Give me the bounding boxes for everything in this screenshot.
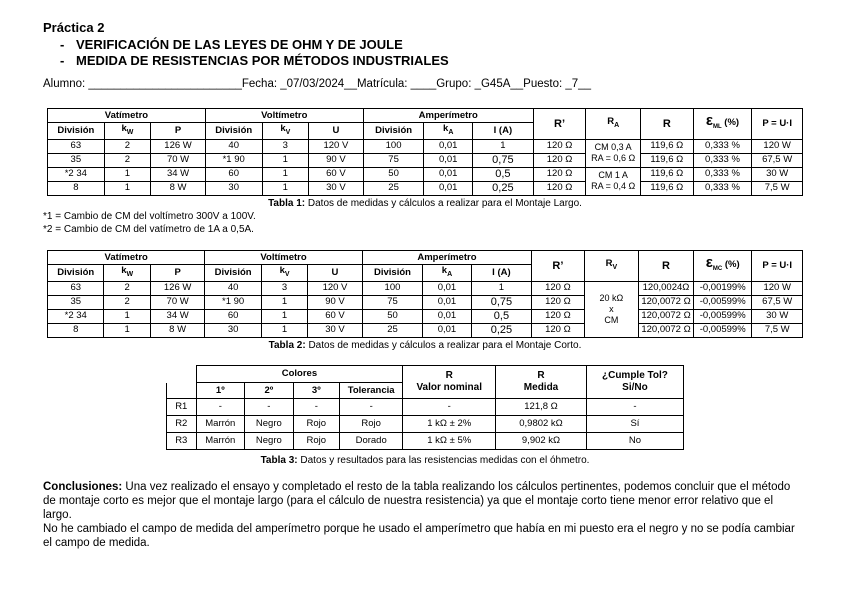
cell: 25 — [363, 181, 424, 195]
header-ra: $R_A$ — [586, 109, 641, 140]
cell: Marrón — [196, 433, 245, 450]
header-r-medida: R Medida — [496, 366, 587, 399]
cell: 8 — [48, 323, 104, 337]
cell: 35 — [48, 295, 104, 309]
table-row — [48, 323, 803, 337]
cell: 30 V — [308, 323, 362, 337]
table-row — [167, 416, 684, 433]
cell: 0,333 % — [693, 181, 752, 195]
cell: 67,5 W — [752, 153, 803, 167]
table-row — [48, 139, 803, 153]
cell: 1 — [104, 181, 151, 195]
cell: 0,75 — [473, 153, 534, 167]
cell: 7,5 W — [752, 181, 803, 195]
cell: 1 — [104, 167, 151, 181]
cell: 0,01 — [423, 281, 471, 295]
rv-cell — [584, 281, 638, 337]
table-row — [48, 309, 803, 323]
caption-text: Datos y resultados para las resistencias medidas con el óhmetro. — [297, 455, 590, 466]
cell: Marrón — [196, 416, 245, 433]
cell: 120 Ω — [532, 323, 584, 337]
col-division: División — [48, 123, 105, 140]
cell: 120 V — [308, 281, 362, 295]
cell: 60 — [205, 167, 262, 181]
cell: 30 — [205, 323, 261, 337]
cell: 50 — [362, 309, 423, 323]
cell: 120 Ω — [532, 281, 584, 295]
title-text: Práctica 2 — [43, 20, 105, 35]
cell: 120 W — [752, 139, 803, 153]
header-tolerancia: Tolerancia — [340, 383, 403, 399]
bullet-1: - VERIFICACIÓN DE LAS LEYES DE OHM Y DE JOULE — [60, 37, 403, 52]
cell: 8 — [48, 181, 105, 195]
table-3-caption — [166, 455, 684, 466]
cell: 1 — [262, 153, 309, 167]
bullet-2-text: MEDIDA DE RESISTENCIAS POR MÉTODOS INDUSTRIALES — [76, 53, 449, 68]
header-r: R — [641, 109, 694, 140]
cell: 0,25 — [471, 323, 532, 337]
cell: 1 — [261, 309, 307, 323]
rv-line: x — [609, 303, 614, 314]
header-2: 2º — [245, 383, 294, 399]
table-row — [48, 153, 803, 167]
header-r-prime: R’ — [532, 251, 584, 282]
cell: 1 — [262, 167, 309, 181]
conclusions — [43, 480, 803, 550]
cell: 120 Ω — [533, 181, 586, 195]
cell: 7,5 W — [752, 323, 803, 337]
page-title — [43, 20, 104, 35]
table-3 — [166, 365, 684, 450]
rv-line: 20 kΩ — [599, 292, 624, 303]
bullet-1-text: VERIFICACIÓN DE LAS LEYES DE OHM Y DE JOULE — [76, 37, 403, 52]
caption-label: Tabla 2: — [268, 340, 306, 351]
ra-line: CM 1 A — [598, 170, 628, 181]
cell: 120 Ω — [532, 309, 584, 323]
conclusions-text-2: No he cambiado el campo de medida del amperímetro porque he usado el amperímetro que había en mi puesto era el negro y no se podía cambiar el campo de medida. — [43, 523, 795, 549]
cell: 63 — [48, 139, 105, 153]
cell: 30 W — [752, 309, 803, 323]
cell: 0,333 % — [693, 139, 752, 153]
cell: -0,00599% — [693, 295, 752, 309]
cell: 40 — [205, 139, 262, 153]
cell: 0,5 — [473, 167, 534, 181]
table-2 — [47, 250, 803, 338]
group-voltimetro: Voltímetro — [205, 251, 362, 265]
table-row — [48, 295, 803, 309]
cell: 119,6 Ω — [641, 153, 694, 167]
cell: - — [586, 399, 683, 416]
cell: 1 — [261, 295, 307, 309]
cell: 120 Ω — [533, 167, 586, 181]
cell: 0,01 — [423, 323, 471, 337]
table-3-header-row-1 — [167, 366, 684, 383]
cell: *2 34 — [48, 309, 104, 323]
caption-text: Datos de medidas y cálculos a realizar para el Montaje Largo. — [305, 198, 582, 209]
col-division: División — [362, 265, 423, 282]
cell: 1 — [261, 323, 307, 337]
cell: Dorado — [340, 433, 403, 450]
cell: 50 — [363, 167, 424, 181]
cell: *1 90 — [205, 153, 262, 167]
header-eml: $\varepsilon_{ML}$ (%) — [693, 109, 752, 140]
table-1-group-row — [48, 109, 803, 123]
cell: 100 — [362, 281, 423, 295]
header-1: 1º — [196, 383, 245, 399]
cell: 120 Ω — [533, 139, 586, 153]
cell: R3 — [167, 433, 197, 450]
cell: Rojo — [293, 416, 339, 433]
cell: 60 — [205, 309, 261, 323]
cell: 126 W — [150, 281, 204, 295]
cell: 2 — [104, 281, 150, 295]
table-1-caption — [47, 198, 803, 209]
col-kw: $k_W$ — [104, 123, 151, 140]
cell: 120,0072 Ω — [639, 309, 694, 323]
cell: -0,00599% — [693, 309, 752, 323]
cell: 120,0072 Ω — [639, 323, 694, 337]
cell: 60 V — [308, 309, 362, 323]
cell: Negro — [245, 416, 294, 433]
cell: 70 W — [151, 153, 206, 167]
cell: 75 — [363, 153, 424, 167]
cell: Negro — [245, 433, 294, 450]
rv-line: CM — [604, 314, 619, 325]
col-p: P — [150, 265, 204, 282]
cell: 8 W — [151, 181, 206, 195]
bullet-2: - MEDIDA DE RESISTENCIAS POR MÉTODOS INDUSTRIALES — [60, 53, 449, 68]
table-1 — [47, 108, 803, 196]
cell: Sí — [586, 416, 683, 433]
cell: No — [586, 433, 683, 450]
cell: 1 — [262, 181, 309, 195]
cell: 1 kΩ ± 5% — [403, 433, 496, 450]
cell: 0,01 — [424, 139, 473, 153]
cell: Rojo — [293, 433, 339, 450]
ra-line: RA = 0,4 Ω — [591, 181, 636, 192]
header-colores: Colores — [196, 366, 403, 383]
header-3: 3º — [293, 383, 339, 399]
col-division: División — [48, 265, 104, 282]
col-u: U — [308, 265, 362, 282]
cell: 0,5 — [471, 309, 532, 323]
group-voltimetro: Voltímetro — [205, 109, 363, 123]
col-i: I (A) — [471, 265, 532, 282]
cell: 30 — [205, 181, 262, 195]
cell: - — [245, 399, 294, 416]
table-2-group-row — [48, 251, 803, 265]
cell: Rojo — [340, 416, 403, 433]
cell: 35 — [48, 153, 105, 167]
cell: 70 W — [150, 295, 204, 309]
cell: 1 — [473, 139, 534, 153]
cell: 90 V — [309, 153, 364, 167]
table-row — [167, 433, 684, 450]
header-r-prime: R’ — [533, 109, 586, 140]
cell: 0,333 % — [693, 153, 752, 167]
empty-corner — [167, 366, 197, 383]
caption-label: Tabla 1: — [268, 198, 306, 209]
cell: - — [340, 399, 403, 416]
cell: 30 V — [309, 181, 364, 195]
cell: - — [403, 399, 496, 416]
cell: 119,6 Ω — [641, 167, 694, 181]
col-kv: $k_V$ — [261, 265, 307, 282]
header-p-ui: P = U·I — [752, 251, 803, 282]
group-amperimetro: Amperímetro — [362, 251, 531, 265]
col-division: División — [363, 123, 424, 140]
group-vatimetro: Vatímetro — [48, 109, 206, 123]
cell: 120,0024Ω — [639, 281, 694, 295]
caption-text: Datos de medidas y cálculos a realizar para el Montaje Corto. — [305, 340, 582, 351]
cell: -0,00599% — [693, 323, 752, 337]
cell: 60 V — [309, 167, 364, 181]
cell: 0,9802 kΩ — [496, 416, 587, 433]
cell: 1 — [104, 309, 150, 323]
empty-corner — [167, 383, 197, 399]
cell: 75 — [362, 295, 423, 309]
col-kv: $k_V$ — [262, 123, 309, 140]
header-emc: $\varepsilon_{MC}$ (%) — [693, 251, 752, 282]
header-p-ui: P = U·I — [752, 109, 803, 140]
cell: 34 W — [151, 167, 206, 181]
conclusions-label: Conclusiones: — [43, 481, 123, 493]
cell: 121,8 Ω — [496, 399, 587, 416]
cell: 120 Ω — [533, 153, 586, 167]
group-vatimetro: Vatímetro — [48, 251, 205, 265]
cell: 0,01 — [423, 309, 471, 323]
col-ka: $k_A$ — [423, 265, 471, 282]
cell: 120 Ω — [532, 295, 584, 309]
cell: *2 34 — [48, 167, 105, 181]
cell: 120 V — [309, 139, 364, 153]
caption-label: Tabla 3: — [260, 455, 298, 466]
cell: 0,01 — [424, 153, 473, 167]
cell: 126 W — [151, 139, 206, 153]
header-rv: $R_V$ — [584, 251, 638, 282]
cell: 63 — [48, 281, 104, 295]
conclusions-text-1: Una vez realizado el ensayo y completado el resto de la tabla realizando los cálculos pertinentes, podemos concluir que el método de montaje corto es mejor que el montaje largo (para el cálculo de nuestra resistencia) ya que el montaje corto tiene menor error relativo que el largo. — [43, 481, 791, 521]
cell: 1 kΩ ± 2% — [403, 416, 496, 433]
ra-cell-2 — [586, 167, 641, 195]
cell: 9,902 kΩ — [496, 433, 587, 450]
cell: 2 — [104, 153, 151, 167]
cell: 3 — [262, 139, 309, 153]
header-cumple-tol: ¿Cumple Tol? Si/No — [586, 366, 683, 399]
table-row — [48, 281, 803, 295]
cell: 1 — [471, 281, 532, 295]
conclusions-p1 — [43, 480, 803, 522]
cell: *1 90 — [205, 295, 261, 309]
cell: 0,01 — [424, 167, 473, 181]
cell: 0,01 — [423, 295, 471, 309]
group-amperimetro: Amperímetro — [363, 109, 533, 123]
cell: R2 — [167, 416, 197, 433]
cell: 0,333 % — [693, 167, 752, 181]
cell: 25 — [362, 323, 423, 337]
ra-line: RA = 0,6 Ω — [591, 153, 636, 164]
cell: 8 W — [150, 323, 204, 337]
cell: 3 — [261, 281, 307, 295]
table-row — [48, 167, 803, 181]
cell: 0,75 — [471, 295, 532, 309]
cell: 90 V — [308, 295, 362, 309]
cell: - — [196, 399, 245, 416]
header-r-nominal: R Valor nominal — [403, 366, 496, 399]
cell: 67,5 W — [752, 295, 803, 309]
cell: 0,25 — [473, 181, 534, 195]
cell: 119,6 Ω — [641, 139, 694, 153]
ra-line: CM 0,3 A — [594, 142, 632, 153]
ra-cell-1 — [586, 139, 641, 167]
cell: 2 — [104, 295, 150, 309]
col-division: División — [205, 123, 262, 140]
note-1: *1 = Cambio de CM del voltímetro 300V a 100V. — [43, 211, 256, 222]
note-2: *2 = Cambio de CM del vatímetro de 1A a 0,5A. — [43, 224, 254, 235]
table-row — [167, 399, 684, 416]
col-p: P — [151, 123, 206, 140]
cell: 100 — [363, 139, 424, 153]
table-row — [48, 181, 803, 195]
cell: - — [293, 399, 339, 416]
col-u: U — [309, 123, 364, 140]
student-line: Alumno: ________________________Fecha: _07/03/2024__Matrícula: ____Grupo: _G45A__Puesto: _7__ — [43, 78, 591, 90]
cell: -0,00199% — [693, 281, 752, 295]
col-i: I (A) — [473, 123, 534, 140]
cell: 119,6 Ω — [641, 181, 694, 195]
cell: R1 — [167, 399, 197, 416]
cell: 120 W — [752, 281, 803, 295]
cell: 30 W — [752, 167, 803, 181]
col-ka: $k_A$ — [424, 123, 473, 140]
col-kw: $k_W$ — [104, 265, 150, 282]
cell: 1 — [104, 323, 150, 337]
cell: 2 — [104, 139, 151, 153]
table-2-caption — [47, 340, 803, 351]
cell: 120,0072 Ω — [639, 295, 694, 309]
cell: 34 W — [150, 309, 204, 323]
cell: 40 — [205, 281, 261, 295]
header-r: R — [639, 251, 694, 282]
cell: 0,01 — [424, 181, 473, 195]
col-division: División — [205, 265, 261, 282]
